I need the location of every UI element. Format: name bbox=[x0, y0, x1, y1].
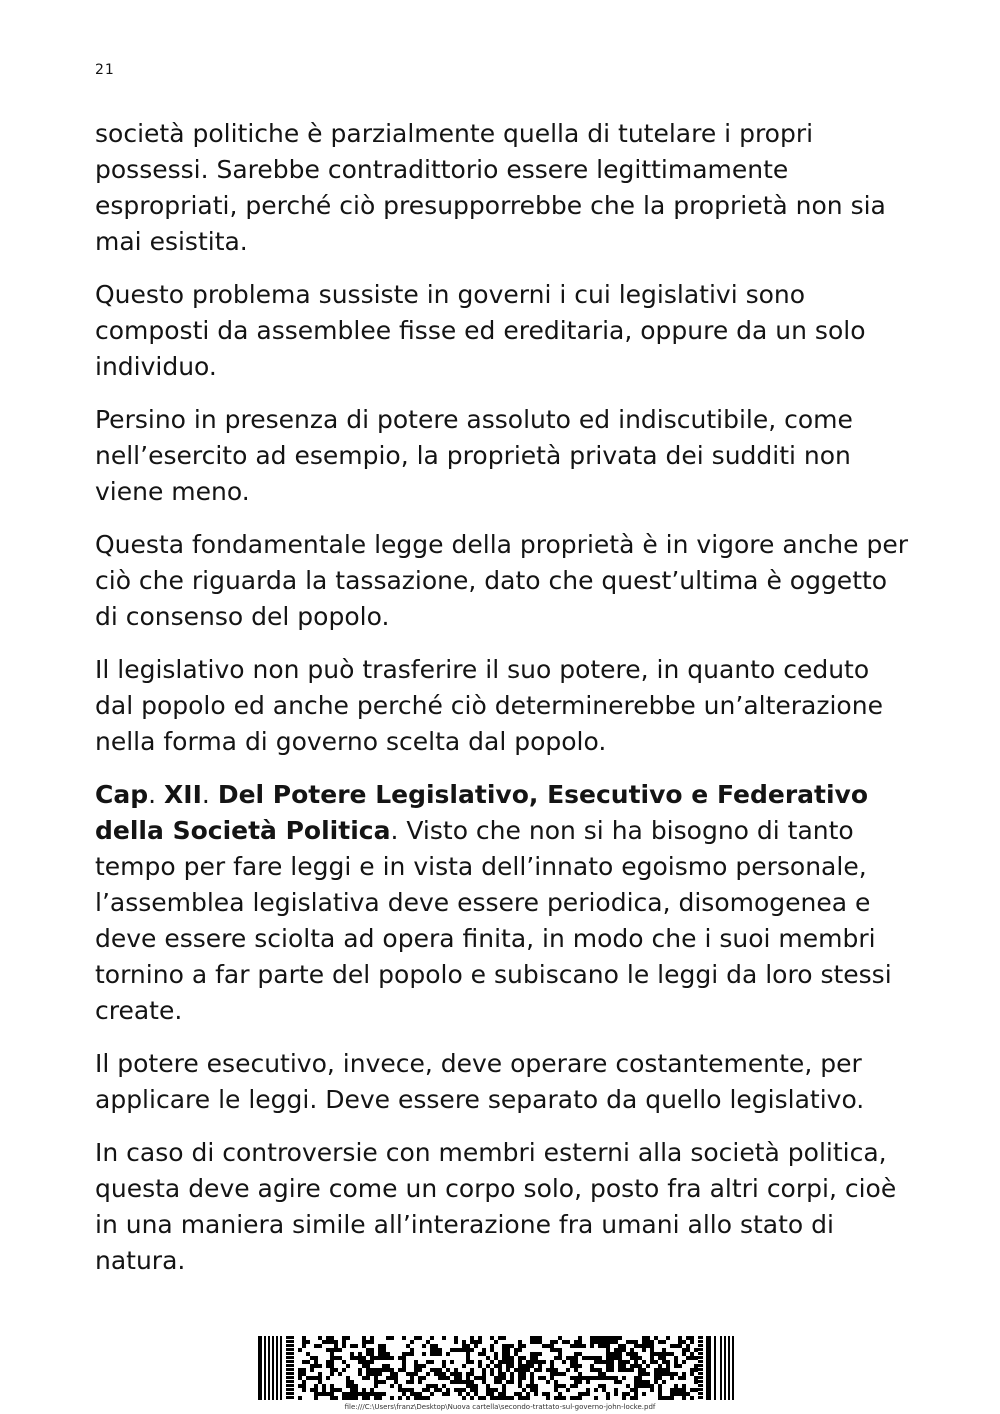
chapter-cap-label: Cap bbox=[95, 780, 149, 809]
chapter-sep: . bbox=[201, 780, 210, 809]
paragraph-6: Il potere esecutivo, invece, deve operare costantemente, per applicare le leggi. Deve essere separato da quello legislativo. bbox=[95, 1049, 865, 1114]
footer-file-path: file:///C:\Users\franz\Desktop\Nuova cartella\secondo-trattato-sul-governo-john-locke.pdf bbox=[344, 1403, 656, 1411]
paragraph-7: In caso di controversie con membri esterni alla società politica, questa deve agire come un corpo solo, posto fra altri corpi, cioè in una maniera simile all’interazione fra umani allo stato di natura. bbox=[95, 1138, 897, 1275]
chapter-sep: . bbox=[148, 780, 157, 809]
paragraph-2: Questo problema sussiste in governi i cui legislativi sono composti da assemblee fisse ed ereditaria, oppure da un solo individuo. bbox=[95, 280, 866, 381]
page-number: 21 bbox=[95, 62, 115, 78]
chapter-text: Visto che non si ha bisogno di tanto tempo per fare leggi e in vista dell’innato egoismo personale, l’assemblea legislativa deve essere periodica, disomogenea e deve essere sciolta ad opera finita, in modo che i suoi membri tornino a far parte del popolo e subiscano le leggi da loro stessi create. bbox=[95, 816, 892, 1025]
barcode-icon bbox=[258, 1336, 736, 1400]
paragraph-1: società politiche è parzialmente quella di tutelare i propri possessi. Sarebbe contradittorio essere legittimamente espropriati, perché ciò presupporrebbe che la proprietà non sia mai esistita. bbox=[95, 119, 886, 256]
paragraph-5: Il legislativo non può trasferire il suo potere, in quanto ceduto dal popolo ed anche perché ciò determinerebbe un’alterazione nella forma di governo scelta dal popolo. bbox=[95, 655, 883, 756]
chapter-number: XII bbox=[164, 780, 202, 809]
paragraph-4: Questa fondamentale legge della proprietà è in vigore anche per ciò che riguarda la tassazione, dato che quest’ultima è oggetto di consenso del popolo. bbox=[95, 530, 908, 631]
chapter-paragraph bbox=[95, 777, 910, 1029]
body-text bbox=[95, 116, 910, 1296]
paragraph-3: Persino in presenza di potere assoluto ed indiscutibile, come nell’esercito ad esempio, la proprietà privata dei sudditi non viene meno. bbox=[95, 405, 853, 506]
chapter-title: Del Potere Legislativo, Esecutivo e Federativo della Società Politica bbox=[95, 780, 869, 845]
chapter-sep: . bbox=[390, 816, 399, 845]
